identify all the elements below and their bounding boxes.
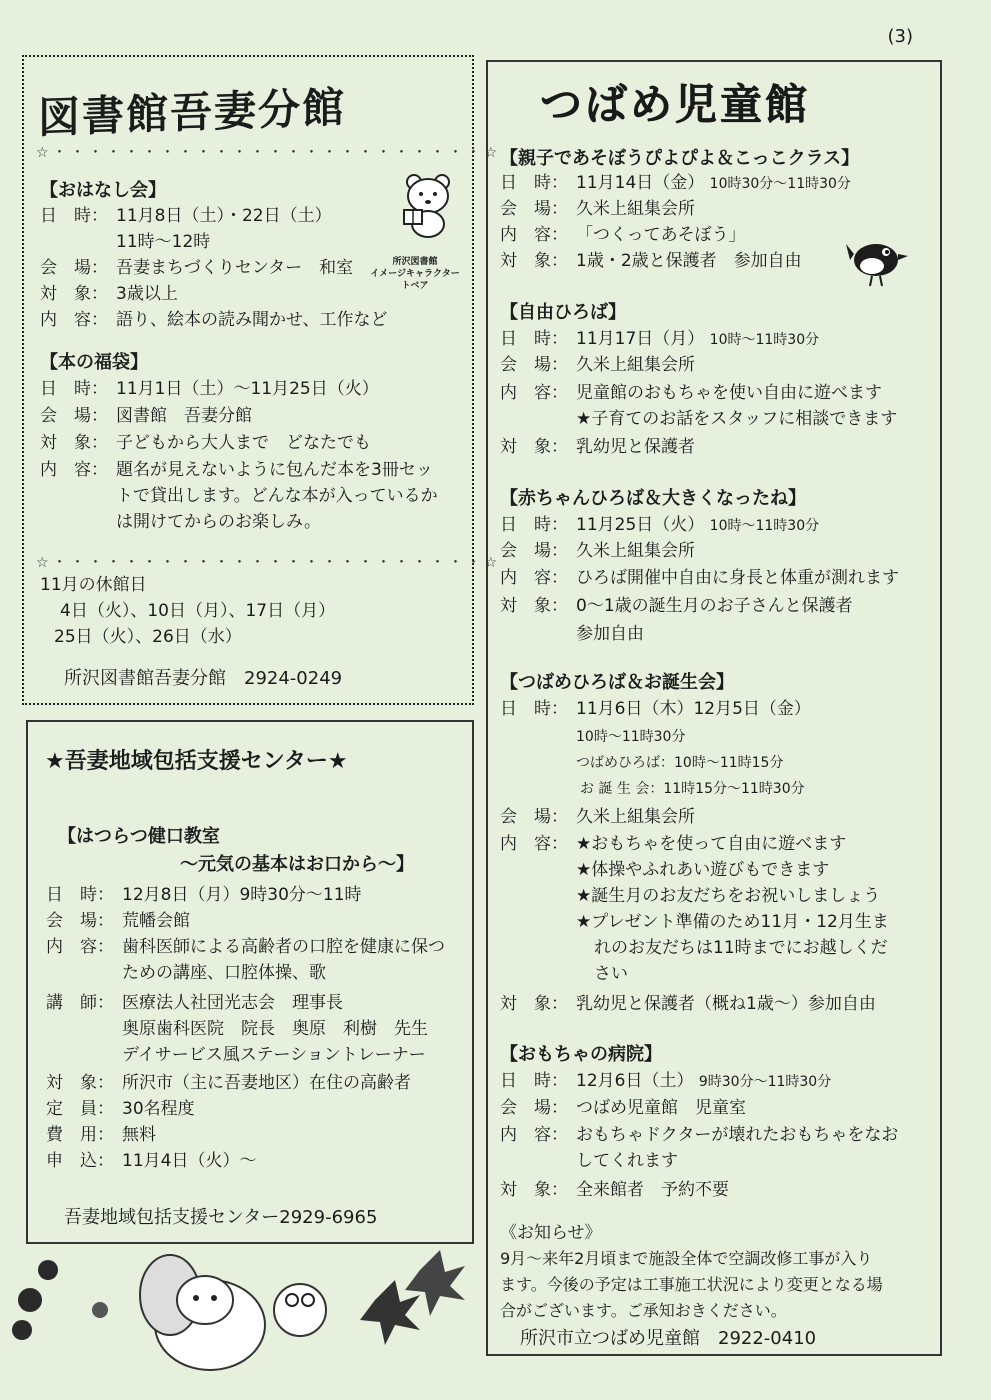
fukubukuro-venue: 会 場： 図書館 吾妻分館 xyxy=(40,406,252,426)
jiyuu-content: 内 容： 児童館のおもちゃを使い自由に遊べます xyxy=(500,383,882,403)
mascot-caption: 所沢図書館 イメージキャラクター トベア xyxy=(370,257,460,291)
swallow-bird-icon xyxy=(846,232,910,288)
tanjoukai-time-1: 10時～11時30分 xyxy=(576,729,686,745)
notice-line-2: ます。今後の予定は工事施工状況により変更となる場 xyxy=(500,1275,883,1294)
jiyuu-content-2: ★子育てのお話をスタッフに相談できます xyxy=(576,409,898,429)
tanjoukai-content-6: さい xyxy=(594,964,628,984)
tsubame-title: つばめ児童館 xyxy=(540,80,811,129)
tanjoukai-content-2: ★体操やふれあい遊びもできます xyxy=(576,860,830,880)
fukubukuro-target: 対 象： 子どもから大人まで どなたでも xyxy=(40,433,371,453)
tanjoukai-time-2: つばめひろば：10時～11時15分 xyxy=(576,755,784,771)
tanjoukai-content-4: ★プレゼント準備のため11月・12月生ま xyxy=(576,912,889,932)
tanjoukai-date: 日 時： 11月6日（木）12月5日（金） xyxy=(500,699,811,719)
ohanashi-date: 日 時： 11月8日（土）・22日（土） xyxy=(40,206,332,226)
support-venue: 会 場： 荒幡会館 xyxy=(46,911,190,931)
support-fee: 費 用： 無料 xyxy=(46,1125,156,1145)
library-title: 図書館吾妻分館 xyxy=(38,82,347,143)
support-content: 内 容： 歯科医師による高齢者の口腔を健康に保つ xyxy=(46,937,445,957)
library-contact: 所沢図書館吾妻分館 2924-0249 xyxy=(64,668,343,689)
notice-line-3: 合がございます。ご承知おきください。 xyxy=(500,1301,787,1320)
closed-heading: 11月の休館日 xyxy=(40,575,147,595)
tanjoukai-venue: 会 場： 久米上組集会所 xyxy=(500,807,695,827)
tsubame-contact: 所沢市立つばめ児童館 2922-0410 xyxy=(520,1328,817,1349)
akachan-target: 対 象： 0～1歳の誕生月のお子さんと保護者 xyxy=(500,596,853,616)
tanjoukai-content: 内 容： ★おもちゃを使って自由に遊べます xyxy=(500,834,847,854)
tanjoukai-target: 対 象： 乳幼児と保護者（概ね1歳～）参加自由 xyxy=(500,994,876,1014)
ohanashi-heading: 【おはなし会】 xyxy=(40,180,166,201)
support-lecturer: 講 師： 医療法人社団光志会 理事長 xyxy=(46,993,343,1013)
akachan-venue: 会 場： 久米上組集会所 xyxy=(500,541,695,561)
tanjoukai-content-3: ★誕生月のお友だちをお祝いしましょう xyxy=(576,886,881,906)
notice-line-1: 9月～来年2月頃まで施設全体で空調改修工事が入り xyxy=(500,1249,873,1268)
jiyuu-heading: 【自由ひろば】 xyxy=(500,302,626,323)
support-center-title: ★吾妻地域包括支援センター★ xyxy=(45,749,348,774)
tanjoukai-content-5: れのお友だちは11時までにお越しくだ xyxy=(594,938,888,958)
support-target: 対 象： 所沢市（主に吾妻地区）在住の高齢者 xyxy=(46,1073,411,1093)
closed-line-2: 25日（火）、26日（水） xyxy=(54,627,242,647)
akachan-heading: 【赤ちゃんひろば＆大きくなったね】 xyxy=(500,488,806,509)
fukubukuro-heading: 【本の福袋】 xyxy=(40,352,148,373)
bear-mascot-icon xyxy=(398,172,460,238)
tanjoukai-time-3: お 誕 生 会：11時15分～11時30分 xyxy=(580,781,805,797)
akachan-content: 内 容： ひろば開催中自由に身長と体重が測れます xyxy=(500,568,899,588)
support-date: 日 時： 12月8日（月）9時30分～11時 xyxy=(46,885,362,905)
library-deco-top: ☆・・・・・・・・・・・・・・・・・・・・・・・・☆ xyxy=(36,145,502,161)
byouin-venue: 会 場： つばめ児童館 児童室 xyxy=(500,1098,746,1118)
akachan-date: 日 時： 11月25日（火） 10時～11時30分 xyxy=(500,515,820,535)
class-subheading: ～元気の基本はお口から～】 xyxy=(180,854,414,875)
support-apply: 申 込： 11月4日（火）～ xyxy=(46,1151,257,1171)
support-lecturer-3: デイサービス風ステーショントレーナー xyxy=(122,1045,426,1065)
byouin-heading: 【おもちゃの病院】 xyxy=(500,1044,662,1065)
piyopiyo-heading: 【親子であそぼうぴよぴよ＆こっこクラス】 xyxy=(500,148,860,169)
fukubukuro-content-2: トで貸出します。どんな本が入っているか xyxy=(116,486,438,506)
support-lecturer-2: 奥原歯科医院 院長 奥原 利樹 先生 xyxy=(122,1019,428,1039)
page-number: (3) xyxy=(887,26,913,47)
akachan-target-2: 参加自由 xyxy=(576,624,644,644)
jiyuu-target: 対 象： 乳幼児と保護者 xyxy=(500,437,695,457)
ohanashi-content: 内 容： 語り、絵本の読み聞かせ、工作など xyxy=(40,310,388,330)
fukubukuro-content-3: は開けてからのお楽しみ。 xyxy=(116,512,322,532)
byouin-content-2: してくれます xyxy=(576,1151,678,1171)
fukubukuro-date: 日 時： 11月1日（土）～11月25日（火） xyxy=(40,379,379,399)
byouin-target: 対 象： 全来館者 予約不要 xyxy=(500,1180,729,1200)
byouin-date: 日 時： 12月6日（土） 9時30分～11時30分 xyxy=(500,1071,832,1091)
library-deco-bottom: ☆・・・・・・・・・・・・・・・・・・・・・・・・☆ xyxy=(36,555,502,571)
jiyuu-date: 日 時： 11月17日（月） 10時～11時30分 xyxy=(500,329,820,349)
squirrel-autumn-leaves-illustration xyxy=(0,1240,480,1400)
piyopiyo-content: 内 容： 「つくってあそぼう」 xyxy=(500,225,746,245)
ohanashi-venue: 会 場： 吾妻まちづくりセンター 和室 xyxy=(40,258,354,278)
ohanashi-target: 対 象： 3歳以上 xyxy=(40,284,178,304)
ohanashi-time: 11時～12時 xyxy=(116,232,211,252)
closed-line-1: 4日（火）、10日（月）、17日（月） xyxy=(60,601,336,621)
support-capacity: 定 員： 30名程度 xyxy=(46,1099,195,1119)
notice-heading: 《お知らせ》 xyxy=(500,1223,602,1243)
fukubukuro-content: 内 容： 題名が見えないように包んだ本を3冊セッ xyxy=(40,460,433,480)
piyopiyo-date: 日 時： 11月14日（金） 10時30分～11時30分 xyxy=(500,173,851,193)
piyopiyo-target: 対 象： 1歳・2歳と保護者 参加自由 xyxy=(500,251,802,271)
byouin-content: 内 容： おもちゃドクターが壊れたおもちゃをなお xyxy=(500,1125,899,1145)
piyopiyo-venue: 会 場： 久米上組集会所 xyxy=(500,199,695,219)
tanjoukai-heading: 【つばめひろば＆お誕生会】 xyxy=(500,672,734,693)
support-content-2: ための講座、口腔体操、歌 xyxy=(122,963,326,983)
support-contact: 吾妻地域包括支援センター2929-6965 xyxy=(64,1207,378,1228)
jiyuu-venue: 会 場： 久米上組集会所 xyxy=(500,355,695,375)
class-heading: 【はつらつ健口教室 xyxy=(58,826,220,847)
